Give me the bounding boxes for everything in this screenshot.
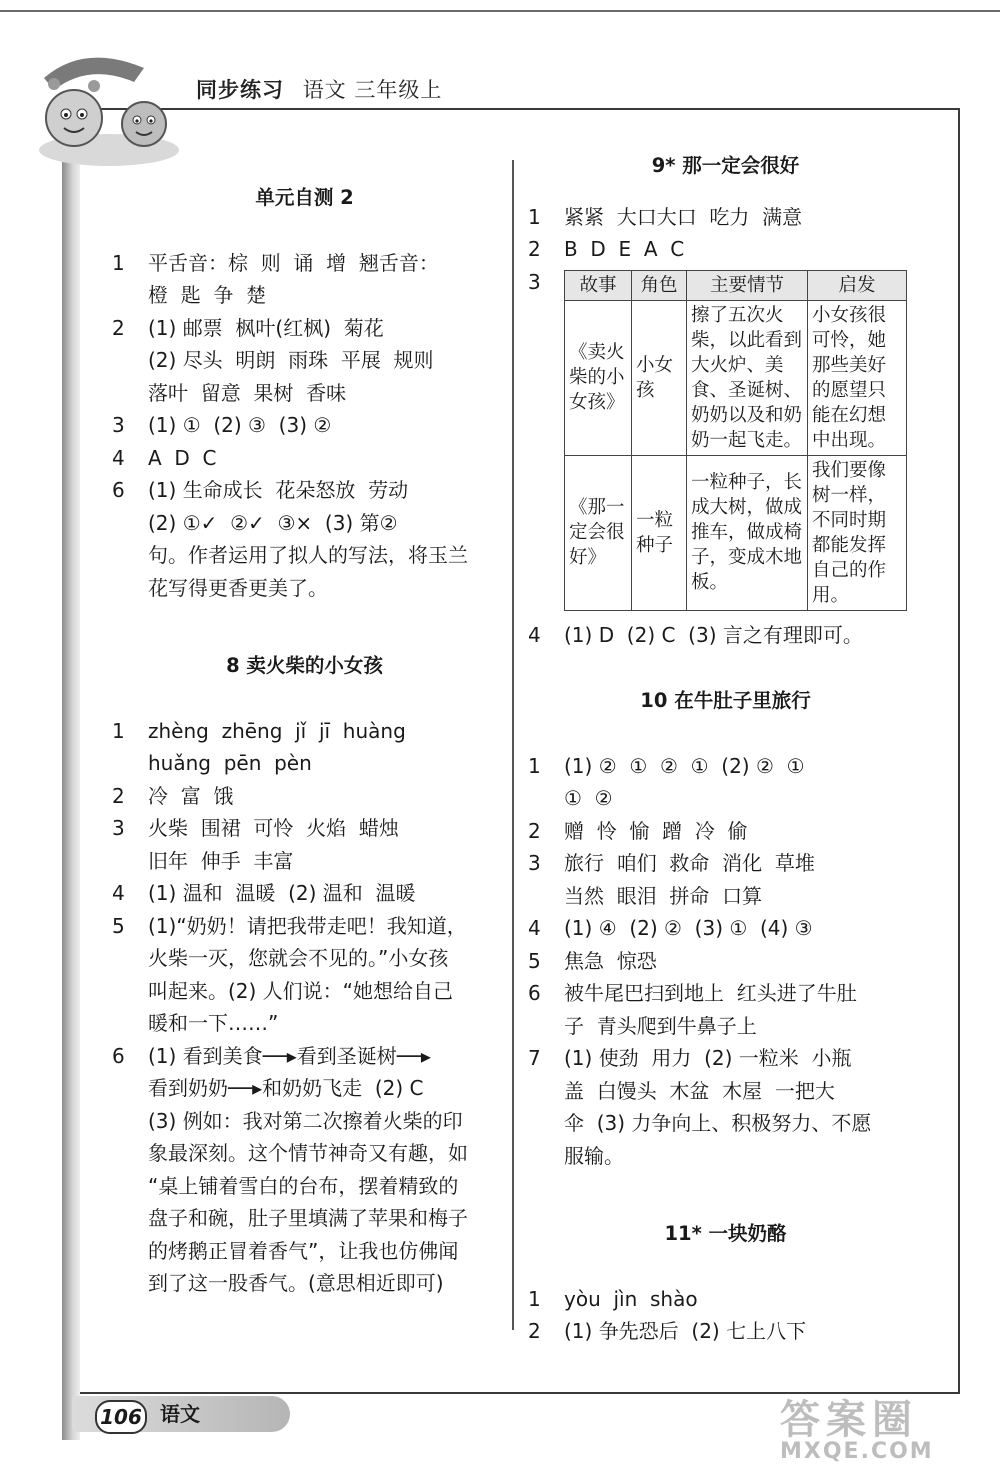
- answer-item: [112, 247, 497, 312]
- section-title: 8 卖火柴的小女孩: [226, 654, 383, 677]
- table-row: [565, 300, 907, 455]
- answer-item: [528, 619, 923, 652]
- item-text: 旅行 咱们 救命 消化 草堆 当然 眼泪 拼命 口算: [564, 851, 815, 908]
- section-title: 单元自测 2: [255, 186, 354, 209]
- answer-item: [528, 945, 923, 978]
- item-number: 2: [528, 1319, 541, 1343]
- item-number: 2: [528, 818, 541, 843]
- answer-item: [112, 910, 497, 1040]
- item-number: 4: [112, 445, 125, 470]
- item-text: 冷 富 饿: [148, 783, 234, 808]
- item-text: 焦急 惊恐: [564, 948, 657, 973]
- subject-grade: 语文 三年级上: [302, 78, 443, 102]
- answer-item: [112, 442, 497, 475]
- answer-item: [528, 266, 923, 619]
- answer-item: [112, 312, 497, 410]
- answer-item: [528, 750, 923, 815]
- item-number: 1: [528, 1286, 541, 1311]
- item-number: 4: [528, 916, 541, 940]
- answer-item: [528, 912, 923, 945]
- item-text: 赠 怜 愉 蹭 冷 偷: [564, 818, 748, 843]
- answer-item: [528, 815, 923, 848]
- table-cell: 擦了五次火柴，以此看到大火炉、美食、圣诞树、奶奶以及和奶奶一起飞走。: [687, 300, 808, 455]
- item-text: (1) 温和 温暖 (2) 温和 温暖: [148, 881, 416, 905]
- item-text: (1) 生命成长 花朵怒放 劳动 (2) ①✓ ②✓ ③× (3) 第② 句。作者运用了拟人的写法，将玉兰 花写得更香更美了。: [148, 478, 468, 600]
- item-number: 3: [528, 851, 541, 875]
- footer-subject: 语文: [160, 1402, 200, 1426]
- item-number: 6: [112, 1043, 125, 1068]
- item-text: yòu jìn shào: [564, 1286, 698, 1311]
- answer-item: [112, 715, 497, 780]
- answer-item: [528, 1283, 923, 1316]
- item-number: 4: [112, 881, 125, 905]
- item-text: (1) ① (2) ③ (3) ②: [148, 413, 332, 437]
- item-number: 6: [112, 478, 125, 502]
- item-number: 3: [112, 413, 125, 437]
- item-text: B D E A C: [564, 237, 685, 261]
- table-header-row: [565, 270, 907, 300]
- item-text: 被牛尾巴扫到地上 红头进了牛肚 子 青头爬到牛鼻子上: [564, 981, 857, 1038]
- site-watermark: [780, 1388, 980, 1468]
- watermark-url: MXQE.COM: [780, 1439, 934, 1464]
- item-number: 1: [112, 250, 125, 275]
- answer-item: [112, 780, 497, 813]
- table-row: [565, 455, 907, 610]
- answer-item: [112, 474, 497, 604]
- book-header: [196, 74, 442, 104]
- answer-item: [112, 1040, 497, 1300]
- table-header: 角色: [632, 270, 687, 300]
- answer-item: [528, 201, 923, 234]
- page-number: 106: [95, 1400, 147, 1434]
- item-text: 紧紧 大口大口 吃力 满意: [564, 204, 803, 229]
- table-cell: 小女孩: [632, 300, 687, 455]
- answer-item: [112, 409, 497, 442]
- right-column: [528, 150, 923, 1348]
- table-cell: 小女孩很可怜，她那些美好的愿望只能在幻想中出现。: [808, 300, 907, 455]
- item-text: (1) 使劲 用力 (2) 一粒米 小瓶 盖 白馒头 木盆 木屋 一把大 伞 (3) 力争向上、积极努力、不愿 服输。: [564, 1046, 872, 1168]
- section-title: 11* 一块奶酪: [664, 1222, 787, 1245]
- answer-item: [112, 812, 497, 877]
- table-header: 启发: [808, 270, 907, 300]
- item-text: (1)“奶奶！请把我带走吧！我知道， 火柴一灭，您就会不见的。”小女孩 叫起来。(2) 人们说：“她想给自己 暖和一下……”: [148, 913, 467, 1035]
- table-cell: 一粒种子: [632, 455, 687, 610]
- answer-item: [528, 233, 923, 266]
- top-rule: [0, 10, 1000, 12]
- item-number: 5: [112, 913, 125, 938]
- item-text: 平舌音：棕 则 诵 增 翘舌音： 橙 匙 争 楚: [148, 250, 439, 307]
- answer-item: [528, 1315, 923, 1348]
- table-cell: 我们要像树一样，不同时期都能发挥自己的作用。: [808, 455, 907, 610]
- answer-item: [528, 1042, 923, 1172]
- item-number: 1: [528, 753, 541, 778]
- item-number: 2: [112, 315, 125, 340]
- item-text: (1) ② ① ② ① (2) ② ① ① ②: [564, 753, 805, 810]
- item-text: (1) D (2) C (3) 言之有理即可。: [564, 622, 863, 647]
- column-divider: [512, 160, 514, 1330]
- item-number: 5: [528, 948, 541, 973]
- item-number: 3: [528, 269, 541, 294]
- item-number: 2: [528, 237, 541, 261]
- watermark-logo: 答案圈: [780, 1397, 918, 1443]
- item-number: 1: [528, 204, 541, 229]
- story-table: [564, 270, 907, 611]
- section-title: 10 在牛肚子里旅行: [640, 689, 811, 712]
- mascot-illustration: [24, 38, 194, 168]
- item-number: 1: [112, 718, 125, 743]
- item-text: (1) 看到美食──▸看到圣诞树──▸ 看到奶奶──▸和奶奶飞走 (2) C (3) 例如：我对第二次擦着火柴的印 象最深刻。这个情节神奇又有趣，如 “桌上铺着雪白的台布，摆着精致的 盘子和碗，肚子里填满了苹果和梅子 的烤鹅正冒着香气”，让我也仿佛闻 到了这一股香气。(意思相近即可): [148, 1043, 468, 1295]
- book-spine: [62, 150, 80, 1440]
- table-header: 故事: [565, 270, 632, 300]
- left-column: [112, 182, 497, 1300]
- item-number: 6: [528, 981, 541, 1005]
- table-header: 主要情节: [687, 270, 808, 300]
- item-number: 2: [112, 783, 125, 808]
- item-number: 7: [528, 1046, 541, 1070]
- series-title: 同步练习: [196, 78, 284, 102]
- table-cell: 《那一定会很好》: [565, 455, 632, 610]
- section-title: 9* 那一定会很好: [651, 154, 800, 177]
- answer-item: [528, 977, 923, 1042]
- item-text: (1) ④ (2) ② (3) ① (4) ③: [564, 916, 813, 940]
- table-cell: 《卖火柴的小女孩》: [565, 300, 632, 455]
- item-text: A D C: [148, 445, 217, 470]
- item-text: zhèng zhēng jǐ jī huàng huǎng pēn pèn: [148, 718, 406, 775]
- item-text: (1) 争先恐后 (2) 七上八下: [564, 1319, 807, 1343]
- item-text: 火柴 围裙 可怜 火焰 蜡烛 旧年 伸手 丰富: [148, 816, 399, 873]
- answer-item: [528, 847, 923, 912]
- table-cell: 一粒种子，长成大树，做成推车，做成椅子，变成木地板。: [687, 455, 808, 610]
- answer-item: [112, 877, 497, 910]
- item-number: 4: [528, 622, 541, 647]
- item-text: (1) 邮票 枫叶(红枫) 菊花 (2) 尽头 明朗 雨珠 平展 规则 落叶 留意 果树 香味: [148, 315, 434, 405]
- item-number: 3: [112, 816, 125, 840]
